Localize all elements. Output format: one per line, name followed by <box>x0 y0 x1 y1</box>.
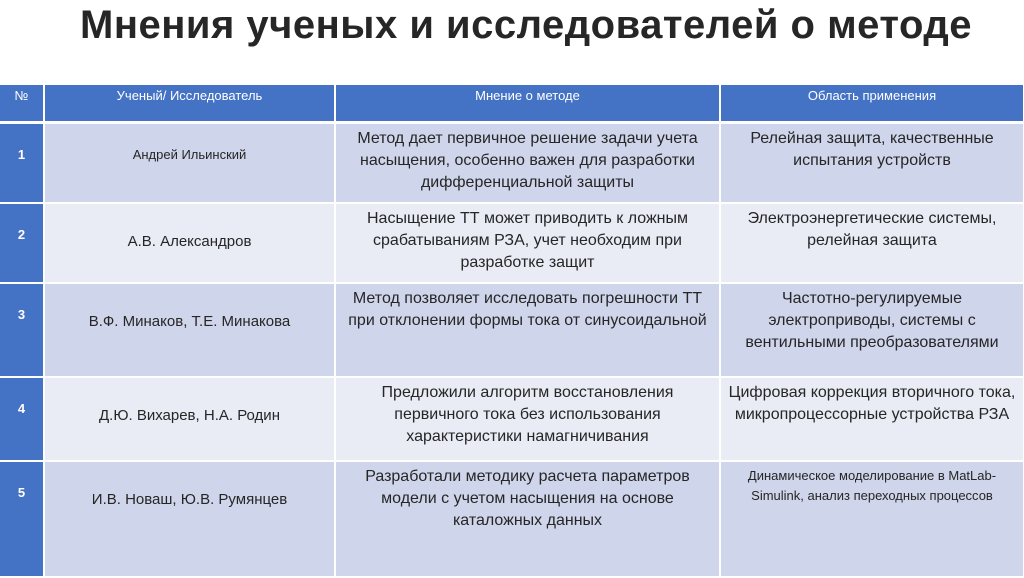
scientist-cell: Д.Ю. Вихарев, Н.А. Родин <box>44 377 335 461</box>
row-number: 3 <box>0 283 44 377</box>
row-number: 2 <box>0 203 44 283</box>
scientist-cell: В.Ф. Минаков, Т.Е. Минакова <box>44 283 335 377</box>
opinion-cell: Предложили алгоритм восстановления первичного тока без использования характеристики намагничивания <box>335 377 720 461</box>
row-number: 5 <box>0 461 44 577</box>
table-row <box>0 123 1024 203</box>
row-number: 4 <box>0 377 44 461</box>
table-row <box>0 461 1024 577</box>
opinion-cell: Разработали методику расчета параметров модели с учетом насыщения на основе каталожных данных <box>335 461 720 577</box>
scientist-cell: А.В. Александров <box>44 203 335 283</box>
header-area: Область применения <box>720 85 1024 123</box>
opinion-cell: Насыщение ТТ может приводить к ложным срабатываниям РЗА, учет необходим при разработке защит <box>335 203 720 283</box>
area-cell: Электроэнергетические системы, релейная защита <box>720 203 1024 283</box>
row-number: 1 <box>0 123 44 203</box>
area-cell: Релейная защита, качественные испытания устройств <box>720 123 1024 203</box>
table-header-row <box>0 85 1024 123</box>
opinion-cell: Метод позволяет исследовать погрешности ТТ при отклонении формы тока от синусоидальной <box>335 283 720 377</box>
opinion-cell: Метод дает первичное решение задачи учета насыщения, особенно важен для разработки дифференциальной защиты <box>335 123 720 203</box>
scientist-cell: И.В. Новаш, Ю.В. Румянцев <box>44 461 335 577</box>
slide-title: Мнения ученых и исследователей о методе <box>80 3 972 47</box>
scientist-cell: Андрей Ильинский <box>44 123 335 203</box>
header-scientist: Ученый/ Исследователь <box>44 85 335 123</box>
scientists-table <box>0 85 1024 578</box>
area-cell: Динамическое моделирование в MatLab-Simulink, анализ переходных процессов <box>720 461 1024 577</box>
header-opinion: Мнение о методе <box>335 85 720 123</box>
table-row <box>0 283 1024 377</box>
header-number: № <box>0 85 44 123</box>
area-cell: Частотно-регулируемые электроприводы, системы с вентильными преобразователями <box>720 283 1024 377</box>
table-row <box>0 203 1024 283</box>
area-cell: Цифровая коррекция вторичного тока, микропроцессорные устройства РЗА <box>720 377 1024 461</box>
table-row <box>0 377 1024 461</box>
